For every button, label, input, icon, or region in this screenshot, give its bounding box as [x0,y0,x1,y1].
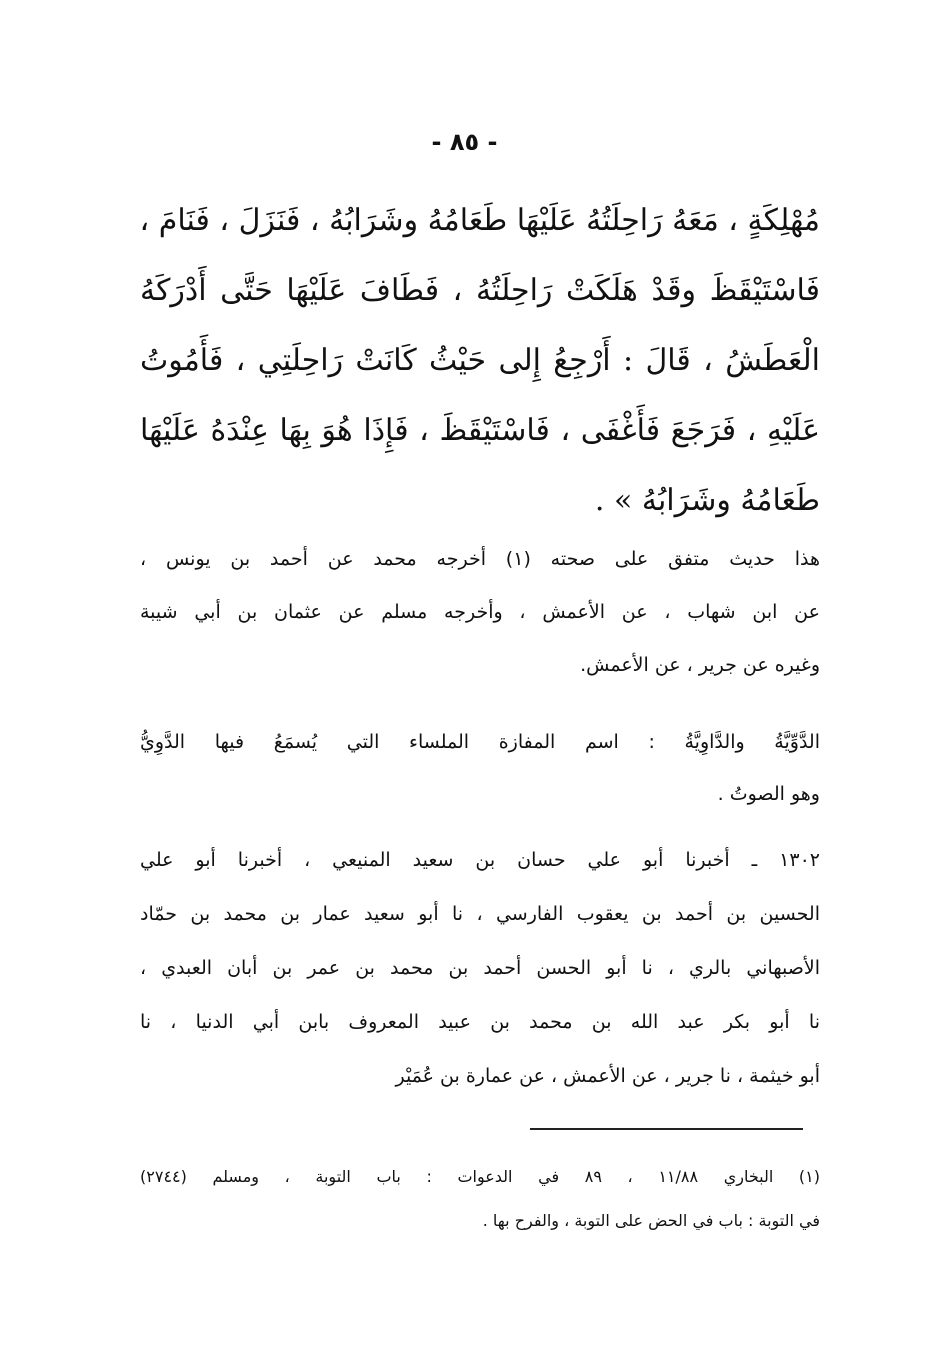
footnote-line: (١) البخاري ١١/٨٨ ، ٨٩ في الدعوات : باب التوبة ، ومسلم (٢٧٤٤) [140,1167,821,1186]
quote-line: فَاسْتَيْقَظَ وقَدْ هَلَكَتْ رَاحِلَتُهُ ، فَطَافَ عَلَيْهَا حَتَّى أَدْرَكَهُ [140,273,820,308]
hadith-line: نا أبو بكر عبد الله بن محمد بن عبيد المعروف بابن أبي الدنيا ، نا [140,1011,820,1033]
word-definition [140,716,820,820]
footnotes [140,1155,820,1243]
page-number: - ٨٥ - [431,128,498,156]
hadith-chain-1302 [140,833,820,1103]
quote-line: طَعَامُهُ وشَرَابُهُ » . [594,483,820,518]
footnote-line: في التوبة : باب في الحض على التوبة ، والفرح بها . [482,1211,820,1230]
hadith-line: ١٣٠٢ ـ أخبرنا أبو علي حسان بن سعيد المنيعي ، أخبرنا أبو علي [140,849,820,871]
quote-line: عَلَيْهِ ، فَرَجَعَ فَأَغْفَى ، فَاسْتَيْقَظَ ، فَإِذَا هُوَ بِهَا عِنْدَهُ عَلَيْهَا [140,413,820,448]
hadith-text-quote [140,186,820,536]
comment-line: وغيره عن جرير ، عن الأعمش. [580,654,820,676]
hadith-line: أبو خيثمة ، نا جرير ، عن الأعمش ، عن عمارة بن عُمَيْر [395,1065,820,1087]
comment-line: هذا حديث متفق على صحته (١) أخرجه محمد عن أحمد بن يونس ، [140,548,820,570]
definition-line: وهو الصوتُ . [717,783,820,805]
hadith-line: الحسين بن أحمد بن يعقوب الفارسي ، نا أبو سعيد عمار بن محمد بن حمّاد [140,903,820,925]
footnote-divider [530,1128,803,1130]
definition-line: الدَّوِّيَّةُ والدَّاوِيَّةُ : اسم المفازة الملساء التي يُسمَعُ فيها الدَّوِيُّ [140,731,820,753]
quote-line: مُهْلِكَةٍ ، مَعَهُ رَاحِلَتُهُ عَلَيْهَا طَعَامُهُ وشَرَابُهُ ، فَنَزَلَ ، فَنَامَ ، [139,203,820,238]
quote-line: الْعَطَشُ ، قَالَ : أَرْجِعُ إِلى حَيْثُ كَانَتْ رَاحِلَتِي ، فَأَمُوتُ [140,343,820,378]
authentication-comment [140,533,820,692]
comment-line: عن ابن شهاب ، عن الأعمش ، وأخرجه مسلم عن عثمان بن أبي شيبة [140,601,820,623]
hadith-line: الأصبهاني بالري ، نا أبو الحسن أحمد بن محمد بن عمر بن أبان العبدي ، [140,957,820,979]
